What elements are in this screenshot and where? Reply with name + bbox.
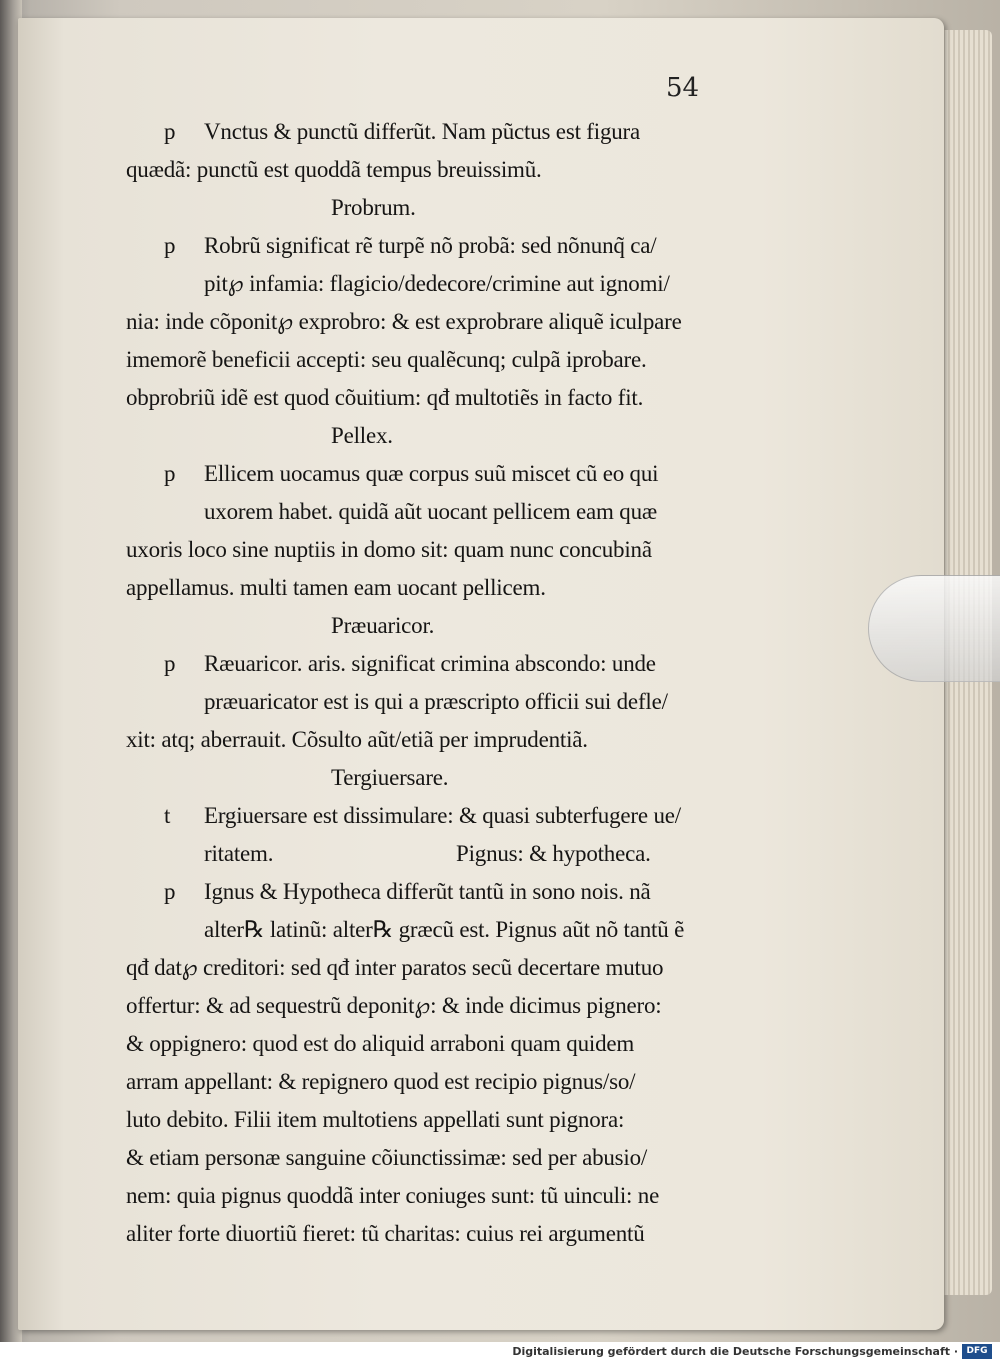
funding-credit: Digitalisierung gefördert durch die Deutsche Forschungsgemeinschaft · bbox=[512, 1345, 958, 1358]
continuation-line: obprobriũ idẽ est quod cõuitium: qđ multotiẽs in facto fit. bbox=[126, 385, 644, 410]
text-line bbox=[126, 987, 766, 1025]
continuation-line: uxoris loco sine nuptiis in domo sit: quam nunc concubinã bbox=[126, 537, 652, 562]
margin-letter: p bbox=[164, 119, 176, 144]
continuation-line: & oppignero: quod est do aliquid arraboni quam quidem bbox=[126, 1031, 635, 1056]
continuation-line: quædã: punctũ est quoddã tempus breuissimũ. bbox=[126, 157, 542, 182]
text-line bbox=[126, 911, 766, 949]
text-line bbox=[126, 949, 766, 987]
entry-indented-line: præuaricator est is qui a præscripto officii sui defle/ bbox=[204, 689, 668, 714]
text-line bbox=[126, 569, 766, 607]
entry-indented-line: uxorem habet. quidã aũt uocant pellicem eam quæ bbox=[204, 499, 658, 524]
entry-heading: Pellex. bbox=[331, 423, 393, 448]
text-line bbox=[126, 189, 766, 227]
continuation-line: luto debito. Filii item multotiens appellati sunt pignora: bbox=[126, 1107, 625, 1132]
text-line bbox=[126, 683, 766, 721]
text-line bbox=[126, 151, 766, 189]
text-line bbox=[126, 873, 766, 911]
text-line bbox=[126, 721, 766, 759]
text-line bbox=[126, 455, 766, 493]
text-line bbox=[126, 797, 766, 835]
entry-first-line: Ellicem uocamus quæ corpus suũ miscet cũ eo qui bbox=[204, 461, 659, 486]
text-line bbox=[126, 379, 766, 417]
text-line bbox=[126, 227, 766, 265]
folio-number: 54 bbox=[666, 73, 700, 103]
text-line bbox=[126, 645, 766, 683]
text-line bbox=[126, 607, 766, 645]
text-line bbox=[126, 835, 766, 873]
text-line bbox=[126, 1063, 766, 1101]
continuation-line: appellamus. multi tamen eam uocant pellicem. bbox=[126, 575, 546, 600]
margin-letter: p bbox=[164, 233, 176, 258]
entry-first-line: Ræuaricor. aris. significat crimina abscondo: unde bbox=[204, 651, 656, 676]
continuation-line: nia: inde cõponit℘ exprobro: & est exprobrare aliquẽ iculpare bbox=[126, 309, 682, 334]
text-line bbox=[126, 1139, 766, 1177]
entry-first-line: Ignus & Hypotheca differũt tantũ in sono nois. nã bbox=[204, 879, 651, 904]
text-line bbox=[126, 531, 766, 569]
margin-letter: p bbox=[164, 651, 176, 676]
text-line bbox=[126, 1101, 766, 1139]
book-page bbox=[18, 18, 944, 1330]
entry-first-line: Ergiuersare est dissimulare: & quasi subterfugere ue/ bbox=[204, 803, 681, 828]
continuation-line: imemorẽ beneficii accepti: seu qualẽcunq; culpã iprobare. bbox=[126, 347, 647, 372]
continuation-line: arram appellant: & repignero quod est recipio pignus/so/ bbox=[126, 1069, 636, 1094]
text-line bbox=[126, 303, 766, 341]
margin-letter: p bbox=[164, 879, 176, 904]
entry-indented-line: alter℞ latinũ: alter℞ græcũ est. Pignus aũt nõ tantũ ẽ bbox=[204, 917, 685, 942]
text-line bbox=[126, 759, 766, 797]
text-line bbox=[126, 113, 766, 151]
text-line bbox=[126, 341, 766, 379]
dfg-logo-icon: DFG bbox=[962, 1344, 992, 1359]
continuation-line: nem: quia pignus quoddã inter coniuges sunt: tũ uinculi: ne bbox=[126, 1183, 660, 1208]
entry-heading: Pignus: & hypotheca. bbox=[456, 841, 651, 866]
text-line bbox=[126, 1025, 766, 1063]
entry-first-line: Vnctus & punctũ differũt. Nam pũctus est figura bbox=[204, 119, 641, 144]
entry-heading: Præuaricor. bbox=[331, 613, 435, 638]
margin-letter: t bbox=[164, 803, 171, 828]
entry-indented-line: pit℘ infamia: flagicio/dedecore/crimine aut ignomi/ bbox=[204, 271, 670, 296]
continuation-line: qđ dat℘ creditori: sed qđ inter paratos secũ decertare mutuo bbox=[126, 955, 664, 980]
text-block bbox=[126, 113, 766, 1253]
footer-bar bbox=[0, 1342, 1000, 1363]
page-marker-tab bbox=[868, 575, 1000, 682]
continuation-line: & etiam personæ sanguine cõiunctissimæ: sed per abusio/ bbox=[126, 1145, 648, 1170]
text-line bbox=[126, 1177, 766, 1215]
entry-heading: Tergiuersare. bbox=[331, 765, 449, 790]
entry-heading: Probrum. bbox=[331, 195, 416, 220]
text-line bbox=[126, 1215, 766, 1253]
text-line bbox=[126, 265, 766, 303]
entry-indented-line: ritatem. bbox=[204, 841, 274, 866]
margin-letter: p bbox=[164, 461, 176, 486]
text-line bbox=[126, 417, 766, 455]
text-line bbox=[126, 493, 766, 531]
continuation-line: xit: atq; aberrauit. Cõsulto aũt/etiã per imprudentiã. bbox=[126, 727, 588, 752]
continuation-line: offertur: & ad sequestrũ deponit℘: & inde dicimus pignero: bbox=[126, 993, 662, 1018]
continuation-line: aliter forte diuortiũ fieret: tũ charitas: cuius rei argumentũ bbox=[126, 1221, 645, 1246]
entry-first-line: Robrũ significat rẽ turpẽ nõ probã: sed nõnunq̃ ca/ bbox=[204, 233, 657, 258]
